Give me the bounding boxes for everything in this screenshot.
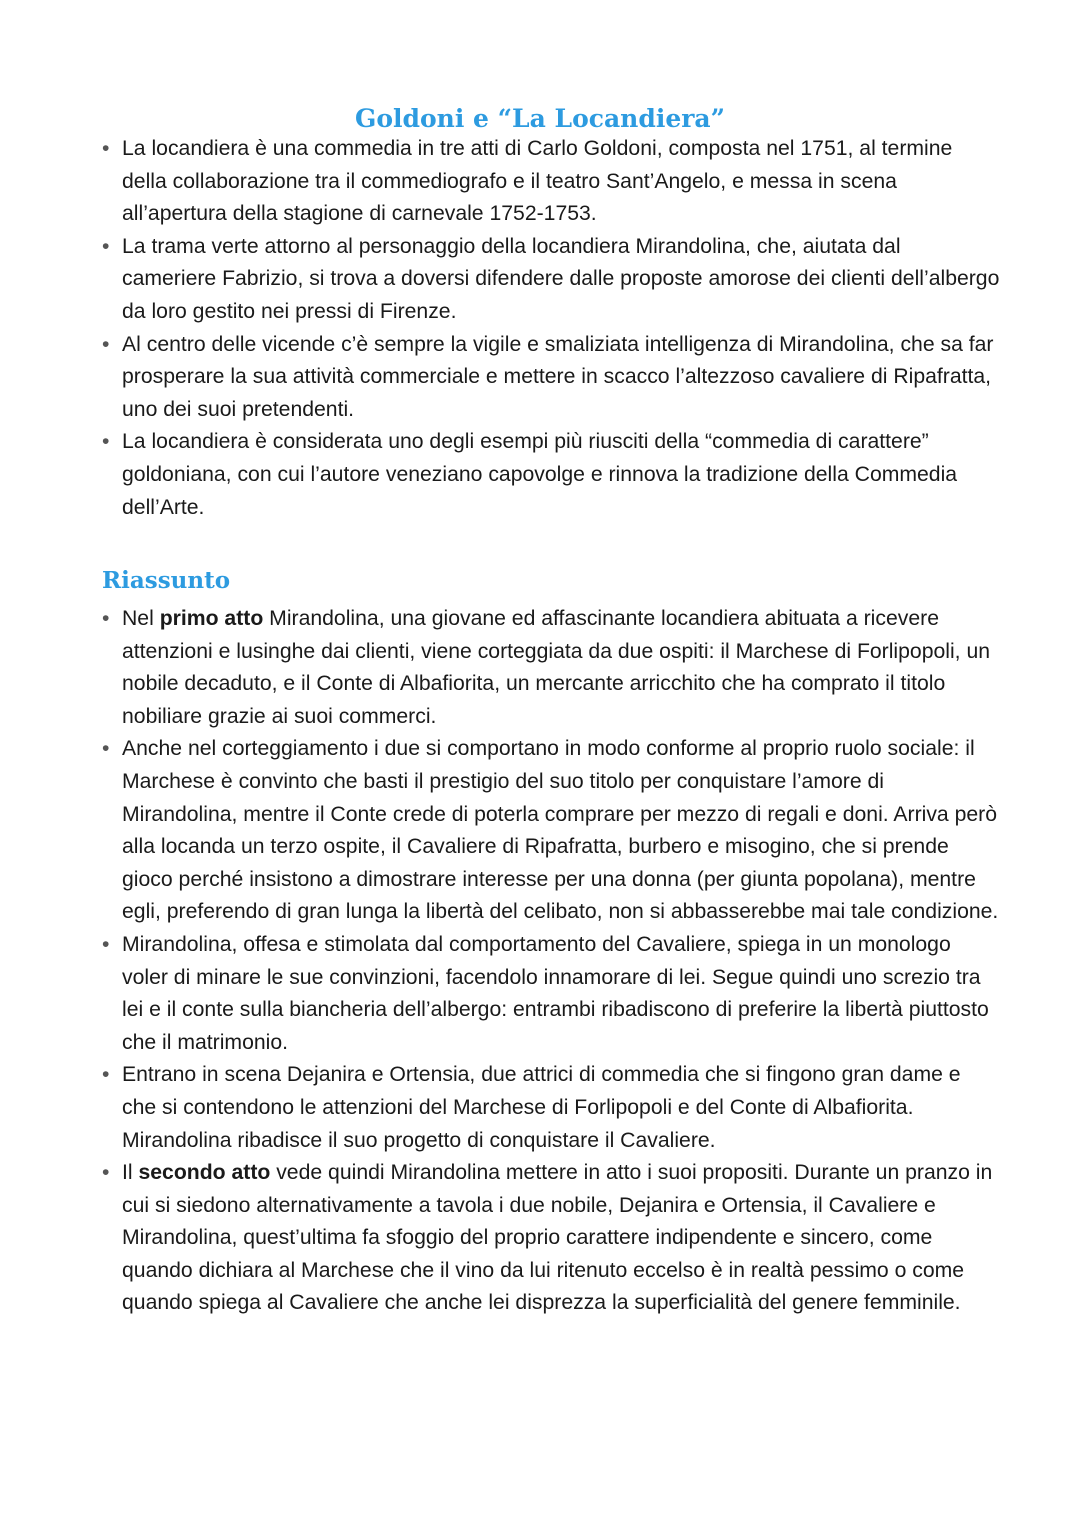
- intro-bullet: • La locandiera è considerata uno degli esempi più riusciti della “commedia di carattere” goldoniana, con cui l’autore veneziano capovolge e rinnova la tradizione della Commedia dell’Arte.: [100, 426, 1000, 524]
- intro-list: [100, 133, 1000, 524]
- summary-bullet: • Anche nel corteggiamento i due si comportano in modo conforme al proprio ruolo sociale: il Marchese è convinto che basti il prestigio del suo titolo per conquistare l’amore di Mirandolina, mentre il Conte crede di poterla comprare per mezzo di regali e doni. Arriva però alla locanda un terzo ospite, il Cavaliere di Ripafratta, burbero e misogino, che si prende gioco perché insistono a dimostrare interesse per una donna (per giunta popolana), mentre egli, preferendo di gran lunga la libertà del celibato, non si abbasserebbe mai tale condizione.: [100, 733, 1000, 929]
- summary-bullet: [100, 1157, 1000, 1320]
- bullet-text: Il: [122, 1161, 139, 1185]
- summary-bullet: • Mirandolina, offesa e stimolata dal comportamento del Cavaliere, spiega in un monologo voler di minare le sue convinzioni, facendolo innamorare di lei. Segue quindi uno screzio tra lei e il conte sulla biancheria dell’albergo: entrambi ribadiscono di preferire la libertà piuttosto che il matrimonio.: [100, 929, 1000, 1059]
- summary-heading: Riassunto: [102, 567, 231, 594]
- summary-section: [100, 603, 1000, 1320]
- bullet-text: Nel: [122, 607, 160, 630]
- summary-bullet: • Entrano in scena Dejanira e Ortensia, due attrici di commedia che si fingono gran dame e che si contendono le attenzioni del Marchese di Forlipopoli e del Conte di Albafiorita. Mirandolina ribadisce il suo progetto di conquistare il Cavaliere.: [100, 1059, 1000, 1157]
- summary-bullet: [100, 603, 1000, 733]
- intro-bullet: • Al centro delle vicende c’è sempre la vigile e smaliziata intelligenza di Mirandolina, che sa far prosperare la sua attività commerciale e mettere in scacco l’altezzoso cavaliere di Ripafratta, uno dei suoi pretendenti.: [100, 329, 1000, 427]
- bold-term: secondo atto: [138, 1161, 271, 1185]
- bullet-text: Mirandolina, una giovane ed affascinante locandiera abituata a ricevere attenzioni e lusinghe dai clienti, viene corteggiata da due ospiti: il Marchese di Forlipopoli, un nobile decaduto, e il Conte di Albafiorita, un mercante arricchito che ha comprato il titolo nobiliare grazie ai suoi commerci.: [122, 607, 991, 728]
- bold-term: primo atto: [159, 607, 264, 630]
- page-title: Goldoni e “La Locandiera”: [354, 104, 725, 133]
- summary-list: [100, 603, 1000, 1320]
- bullet-text: vede quindi Mirandolina mettere in atto i suoi propositi. Durante un pranzo in cui si siedono alternativamente a tavola i due nobile, Dejanira e Ortensia, il Cavaliere e Mirandolina, quest’ultima fa sfoggio del proprio carattere indipendente e sincero, come quando dichiara al Marchese che il vino da lui ritenuto eccelso è in realtà pessimo o come quando spiega al Cavaliere che anche lei disprezza la superficialità del genere femminile.: [122, 1161, 993, 1315]
- intro-bullet: • La trama verte attorno al personaggio della locandiera Mirandolina, che, aiutata dal cameriere Fabrizio, si trova a doversi difendere dalle proposte amorose dei clienti dell’albergo da loro gestito nei pressi di Firenze.: [100, 231, 1000, 329]
- intro-bullet: • La locandiera è una commedia in tre atti di Carlo Goldoni, composta nel 1751, al termine della collaborazione tra il commediografo e il teatro Sant’Angelo, e messa in scena all’apertura della stagione di carnevale 1752-1753.: [100, 133, 1000, 231]
- intro-section: [100, 133, 1000, 524]
